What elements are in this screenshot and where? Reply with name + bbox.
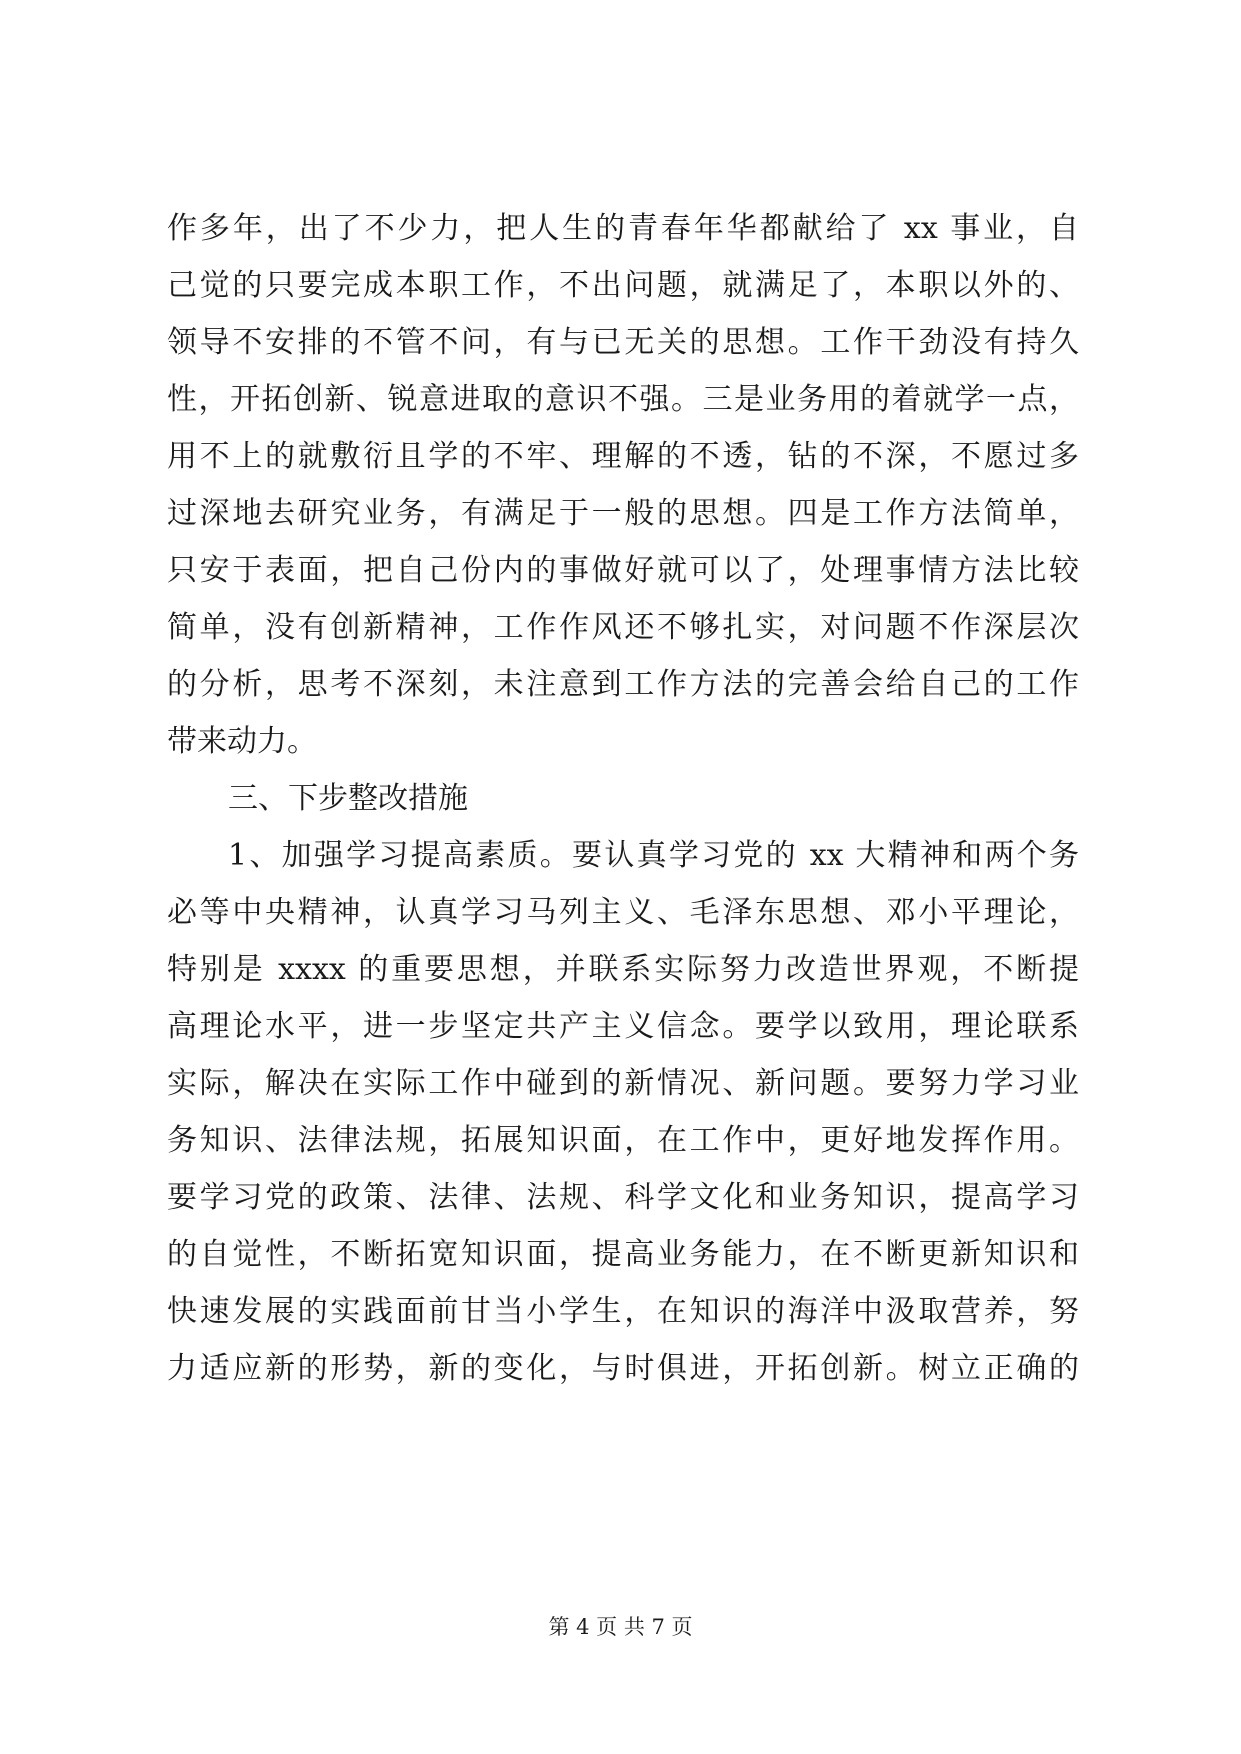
body-text-line: 作多年，出了不少力，把人生的青春年华都献给了 xx 事业，自	[167, 211, 1079, 246]
body-text-line: 性，开拓创新、锐意进取的意识不强。三是业务用的着就学一点，	[167, 382, 1079, 417]
body-text-line: 1、加强学习提高素质。要认真学习党的 xx 大精神和两个务	[228, 838, 1079, 873]
body-text-line: 简单，没有创新精神，工作作风还不够扎实，对问题不作深层次	[167, 610, 1079, 645]
body-text-line: 只安于表面，把自己份内的事做好就可以了，处理事情方法比较	[167, 553, 1079, 588]
body-text-line: 要学习党的政策、法律、法规、科学文化和业务知识，提高学习	[167, 1180, 1079, 1215]
body-text-line: 领导不安排的不管不问，有与已无关的思想。工作干劲没有持久	[167, 325, 1079, 360]
body-text-line: 快速发展的实践面前甘当小学生，在知识的海洋中汲取营养，努	[167, 1294, 1079, 1329]
body-text-line: 的分析，思考不深刻，未注意到工作方法的完善会给自己的工作	[167, 667, 1079, 702]
body-text-line: 务知识、法律法规，拓展知识面，在工作中，更好地发挥作用。	[167, 1123, 1079, 1158]
body-text-line: 带来动力。	[167, 724, 317, 759]
body-text-line: 力适应新的形势，新的变化，与时俱进，开拓创新。树立正确的	[167, 1351, 1079, 1386]
section-heading: 三、下步整改措施	[228, 781, 468, 816]
body-text-line: 的自觉性，不断拓宽知识面，提高业务能力，在不断更新知识和	[167, 1237, 1079, 1272]
body-text-line: 己觉的只要完成本职工作，不出问题，就满足了，本职以外的、	[167, 268, 1079, 303]
body-text-line: 过深地去研究业务，有满足于一般的思想。四是工作方法简单，	[167, 496, 1079, 531]
body-text-line: 特别是 xxxx 的重要思想，并联系实际努力改造世界观，不断提	[167, 952, 1079, 987]
page-number-footer: 第 4 页 共 7 页	[548, 1615, 693, 1639]
body-text-line: 用不上的就敷衍且学的不牢、理解的不透，钻的不深，不愿过多	[167, 439, 1079, 474]
body-text-line: 高理论水平，进一步坚定共产主义信念。要学以致用，理论联系	[167, 1009, 1079, 1044]
body-text-line: 实际，解决在实际工作中碰到的新情况、新问题。要努力学习业	[167, 1066, 1079, 1101]
body-text-line: 必等中央精神，认真学习马列主义、毛泽东思想、邓小平理论，	[167, 895, 1079, 930]
